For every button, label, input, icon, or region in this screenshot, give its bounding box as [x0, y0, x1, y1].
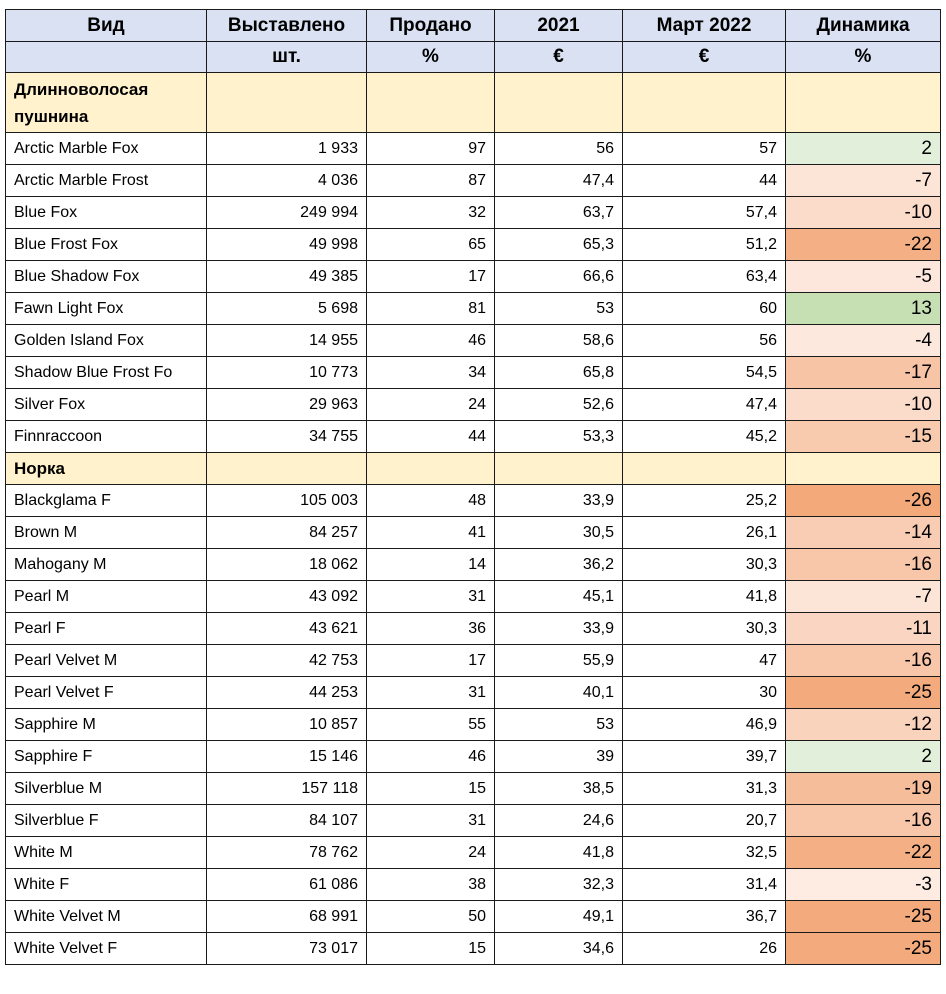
cell-species[interactable]: Shadow Blue Frost Fo [6, 357, 207, 389]
cell-species[interactable]: Blue Shadow Fox [6, 261, 207, 293]
cell-listed[interactable]: 249 994 [207, 197, 367, 229]
cell-sold[interactable]: 65 [367, 229, 495, 261]
cell-price-march-2022[interactable]: 39,7 [623, 741, 786, 773]
unit-dynamics[interactable]: % [786, 42, 941, 73]
cell-species[interactable]: Sapphire F [6, 741, 207, 773]
cell-sold[interactable]: 32 [367, 197, 495, 229]
cell-listed[interactable]: 49 998 [207, 229, 367, 261]
cell-listed[interactable]: 105 003 [207, 485, 367, 517]
cell-price-2021[interactable]: 65,8 [495, 357, 623, 389]
cell-dynamics[interactable]: -26 [786, 485, 941, 517]
cell-species[interactable]: Blackglama F [6, 485, 207, 517]
unit-price-2021[interactable]: € [495, 42, 623, 73]
cell-listed[interactable]: 61 086 [207, 869, 367, 901]
cell-dynamics[interactable]: -25 [786, 901, 941, 933]
unit-listed[interactable]: шт. [207, 42, 367, 73]
cell-price-march-2022[interactable]: 36,7 [623, 901, 786, 933]
cell-price-2021[interactable]: 39 [495, 741, 623, 773]
fur-auction-table [5, 9, 941, 965]
cell-price-march-2022[interactable]: 31,3 [623, 773, 786, 805]
cell-price-2021[interactable]: 58,6 [495, 325, 623, 357]
header-row-titles [6, 10, 941, 42]
group-row [6, 73, 941, 133]
cell-dynamics[interactable]: -7 [786, 581, 941, 613]
cell-price-2021[interactable]: 47,4 [495, 165, 623, 197]
cell-sold[interactable]: 31 [367, 805, 495, 837]
cell-dynamics[interactable]: -14 [786, 517, 941, 549]
table-row [6, 805, 941, 837]
cell-listed[interactable]: 29 963 [207, 389, 367, 421]
cell-price-2021[interactable]: 55,9 [495, 645, 623, 677]
table-row [6, 613, 941, 645]
cell-sold[interactable]: 17 [367, 261, 495, 293]
cell-dynamics[interactable]: -25 [786, 677, 941, 709]
group-empty-cell[interactable] [207, 453, 367, 485]
group-title[interactable]: Длинноволосая пушнина [6, 73, 207, 133]
cell-species[interactable]: Blue Frost Fox [6, 229, 207, 261]
cell-price-2021[interactable]: 53 [495, 709, 623, 741]
cell-species[interactable]: Golden Island Fox [6, 325, 207, 357]
cell-price-2021[interactable]: 34,6 [495, 933, 623, 965]
cell-price-march-2022[interactable]: 63,4 [623, 261, 786, 293]
cell-price-2021[interactable]: 33,9 [495, 613, 623, 645]
cell-species[interactable]: Silverblue M [6, 773, 207, 805]
table-row [6, 773, 941, 805]
cell-dynamics[interactable]: -10 [786, 197, 941, 229]
cell-price-2021[interactable]: 36,2 [495, 549, 623, 581]
table-row [6, 357, 941, 389]
cell-dynamics[interactable]: -5 [786, 261, 941, 293]
cell-sold[interactable]: 55 [367, 709, 495, 741]
cell-species[interactable]: Arctic Marble Fox [6, 133, 207, 165]
cell-sold[interactable]: 87 [367, 165, 495, 197]
cell-price-2021[interactable]: 66,6 [495, 261, 623, 293]
cell-price-march-2022[interactable]: 47,4 [623, 389, 786, 421]
cell-price-march-2022[interactable]: 51,2 [623, 229, 786, 261]
cell-dynamics[interactable]: -17 [786, 357, 941, 389]
cell-dynamics[interactable]: -3 [786, 869, 941, 901]
cell-dynamics[interactable]: -16 [786, 645, 941, 677]
group-empty-cell[interactable] [207, 73, 367, 133]
cell-price-2021[interactable]: 41,8 [495, 837, 623, 869]
unit-price-march-2022[interactable]: € [623, 42, 786, 73]
table-row [6, 293, 941, 325]
cell-species[interactable]: Pearl M [6, 581, 207, 613]
cell-price-2021[interactable]: 45,1 [495, 581, 623, 613]
header-dynamics[interactable]: Динамика [786, 10, 941, 42]
cell-listed[interactable]: 15 146 [207, 741, 367, 773]
cell-sold[interactable]: 48 [367, 485, 495, 517]
cell-sold[interactable]: 15 [367, 773, 495, 805]
table-row [6, 517, 941, 549]
cell-price-march-2022[interactable]: 20,7 [623, 805, 786, 837]
cell-price-march-2022[interactable]: 25,2 [623, 485, 786, 517]
cell-species[interactable]: White M [6, 837, 207, 869]
group-empty-cell[interactable] [786, 73, 941, 133]
header-price-march-2022[interactable]: Март 2022 [623, 10, 786, 42]
cell-price-march-2022[interactable]: 41,8 [623, 581, 786, 613]
cell-price-march-2022[interactable]: 46,9 [623, 709, 786, 741]
table-row [6, 549, 941, 581]
cell-price-march-2022[interactable]: 44 [623, 165, 786, 197]
group-empty-cell[interactable] [786, 453, 941, 485]
header-species[interactable]: Вид [6, 10, 207, 42]
cell-price-march-2022[interactable]: 31,4 [623, 869, 786, 901]
cell-dynamics[interactable]: 2 [786, 741, 941, 773]
header-price-2021[interactable]: 2021 [495, 10, 623, 42]
cell-sold[interactable]: 97 [367, 133, 495, 165]
cell-listed[interactable]: 5 698 [207, 293, 367, 325]
cell-listed[interactable]: 1 933 [207, 133, 367, 165]
cell-price-march-2022[interactable]: 54,5 [623, 357, 786, 389]
cell-price-march-2022[interactable]: 47 [623, 645, 786, 677]
cell-price-2021[interactable]: 30,5 [495, 517, 623, 549]
cell-dynamics[interactable]: -22 [786, 229, 941, 261]
header-row-units [6, 42, 941, 73]
cell-listed[interactable]: 84 107 [207, 805, 367, 837]
cell-species[interactable]: White F [6, 869, 207, 901]
cell-price-march-2022[interactable]: 56 [623, 325, 786, 357]
cell-dynamics[interactable]: -16 [786, 549, 941, 581]
cell-listed[interactable]: 43 621 [207, 613, 367, 645]
cell-dynamics[interactable]: 2 [786, 133, 941, 165]
cell-sold[interactable]: 34 [367, 357, 495, 389]
table-row [6, 581, 941, 613]
cell-sold[interactable]: 50 [367, 901, 495, 933]
table-row [6, 485, 941, 517]
cell-listed[interactable]: 10 773 [207, 357, 367, 389]
table-row [6, 869, 941, 901]
cell-dynamics[interactable]: -11 [786, 613, 941, 645]
table-row [6, 389, 941, 421]
cell-price-2021[interactable]: 53 [495, 293, 623, 325]
cell-sold[interactable]: 31 [367, 677, 495, 709]
cell-sold[interactable]: 81 [367, 293, 495, 325]
cell-dynamics[interactable]: -4 [786, 325, 941, 357]
cell-species[interactable]: White Velvet F [6, 933, 207, 965]
cell-species[interactable]: Silverblue F [6, 805, 207, 837]
group-empty-cell[interactable] [367, 73, 495, 133]
group-empty-cell[interactable] [623, 73, 786, 133]
cell-price-2021[interactable]: 49,1 [495, 901, 623, 933]
cell-sold[interactable]: 24 [367, 389, 495, 421]
cell-listed[interactable]: 68 991 [207, 901, 367, 933]
cell-price-2021[interactable]: 38,5 [495, 773, 623, 805]
cell-listed[interactable]: 84 257 [207, 517, 367, 549]
group-row [6, 453, 941, 485]
cell-listed[interactable]: 49 385 [207, 261, 367, 293]
cell-species[interactable]: Finnraccoon [6, 421, 207, 453]
cell-price-2021[interactable]: 65,3 [495, 229, 623, 261]
group-empty-cell[interactable] [367, 453, 495, 485]
cell-price-2021[interactable]: 53,3 [495, 421, 623, 453]
cell-sold[interactable]: 46 [367, 741, 495, 773]
cell-sold[interactable]: 44 [367, 421, 495, 453]
unit-sold[interactable]: % [367, 42, 495, 73]
table-row [6, 421, 941, 453]
cell-dynamics[interactable]: -22 [786, 837, 941, 869]
cell-listed[interactable]: 42 753 [207, 645, 367, 677]
cell-price-2021[interactable]: 56 [495, 133, 623, 165]
cell-listed[interactable]: 44 253 [207, 677, 367, 709]
cell-species[interactable]: Mahogany M [6, 549, 207, 581]
cell-price-march-2022[interactable]: 26,1 [623, 517, 786, 549]
cell-dynamics[interactable]: -15 [786, 421, 941, 453]
table-row [6, 709, 941, 741]
table-row [6, 261, 941, 293]
cell-price-2021[interactable]: 33,9 [495, 485, 623, 517]
cell-dynamics[interactable]: -12 [786, 709, 941, 741]
cell-sold[interactable]: 14 [367, 549, 495, 581]
cell-dynamics[interactable]: -10 [786, 389, 941, 421]
header-listed[interactable]: Выставлено [207, 10, 367, 42]
cell-species[interactable]: Pearl Velvet M [6, 645, 207, 677]
cell-listed[interactable]: 4 036 [207, 165, 367, 197]
cell-species[interactable]: Sapphire M [6, 709, 207, 741]
cell-price-2021[interactable]: 40,1 [495, 677, 623, 709]
cell-sold[interactable]: 17 [367, 645, 495, 677]
table-row [6, 197, 941, 229]
group-title[interactable]: Норка [6, 453, 207, 485]
table-row [6, 677, 941, 709]
table-row [6, 901, 941, 933]
table-row [6, 165, 941, 197]
unit-species[interactable] [6, 42, 207, 73]
cell-species[interactable]: Pearl F [6, 613, 207, 645]
cell-listed[interactable]: 34 755 [207, 421, 367, 453]
cell-price-2021[interactable]: 63,7 [495, 197, 623, 229]
cell-price-march-2022[interactable]: 60 [623, 293, 786, 325]
cell-price-2021[interactable]: 52,6 [495, 389, 623, 421]
cell-price-march-2022[interactable]: 26 [623, 933, 786, 965]
cell-sold[interactable]: 15 [367, 933, 495, 965]
cell-sold[interactable]: 24 [367, 837, 495, 869]
cell-sold[interactable]: 38 [367, 869, 495, 901]
cell-price-march-2022[interactable]: 57,4 [623, 197, 786, 229]
header-sold[interactable]: Продано [367, 10, 495, 42]
cell-species[interactable]: Arctic Marble Frost [6, 165, 207, 197]
cell-sold[interactable]: 46 [367, 325, 495, 357]
cell-sold[interactable]: 41 [367, 517, 495, 549]
cell-price-march-2022[interactable]: 30,3 [623, 613, 786, 645]
group-empty-cell[interactable] [495, 453, 623, 485]
cell-dynamics[interactable]: 13 [786, 293, 941, 325]
cell-species[interactable]: Silver Fox [6, 389, 207, 421]
table-row [6, 933, 941, 965]
cell-listed[interactable]: 14 955 [207, 325, 367, 357]
cell-price-2021[interactable]: 32,3 [495, 869, 623, 901]
cell-listed[interactable]: 10 857 [207, 709, 367, 741]
cell-species[interactable]: Blue Fox [6, 197, 207, 229]
cell-dynamics[interactable]: -19 [786, 773, 941, 805]
cell-listed[interactable]: 43 092 [207, 581, 367, 613]
cell-price-march-2022[interactable]: 30,3 [623, 549, 786, 581]
cell-price-march-2022[interactable]: 32,5 [623, 837, 786, 869]
cell-species[interactable]: Pearl Velvet F [6, 677, 207, 709]
table-row [6, 133, 941, 165]
group-empty-cell[interactable] [623, 453, 786, 485]
group-empty-cell[interactable] [495, 73, 623, 133]
cell-price-march-2022[interactable]: 45,2 [623, 421, 786, 453]
table-row [6, 837, 941, 869]
cell-price-2021[interactable]: 24,6 [495, 805, 623, 837]
table-row [6, 229, 941, 261]
cell-species[interactable]: Brown M [6, 517, 207, 549]
cell-listed[interactable]: 18 062 [207, 549, 367, 581]
cell-listed[interactable]: 73 017 [207, 933, 367, 965]
cell-dynamics[interactable]: -7 [786, 165, 941, 197]
cell-price-march-2022[interactable]: 57 [623, 133, 786, 165]
cell-sold[interactable]: 36 [367, 613, 495, 645]
cell-listed[interactable]: 78 762 [207, 837, 367, 869]
cell-dynamics[interactable]: -25 [786, 933, 941, 965]
table-row [6, 645, 941, 677]
cell-species[interactable]: Fawn Light Fox [6, 293, 207, 325]
cell-dynamics[interactable]: -16 [786, 805, 941, 837]
table-row [6, 325, 941, 357]
cell-listed[interactable]: 157 118 [207, 773, 367, 805]
cell-species[interactable]: White Velvet M [6, 901, 207, 933]
cell-price-march-2022[interactable]: 30 [623, 677, 786, 709]
cell-sold[interactable]: 31 [367, 581, 495, 613]
table-row [6, 741, 941, 773]
